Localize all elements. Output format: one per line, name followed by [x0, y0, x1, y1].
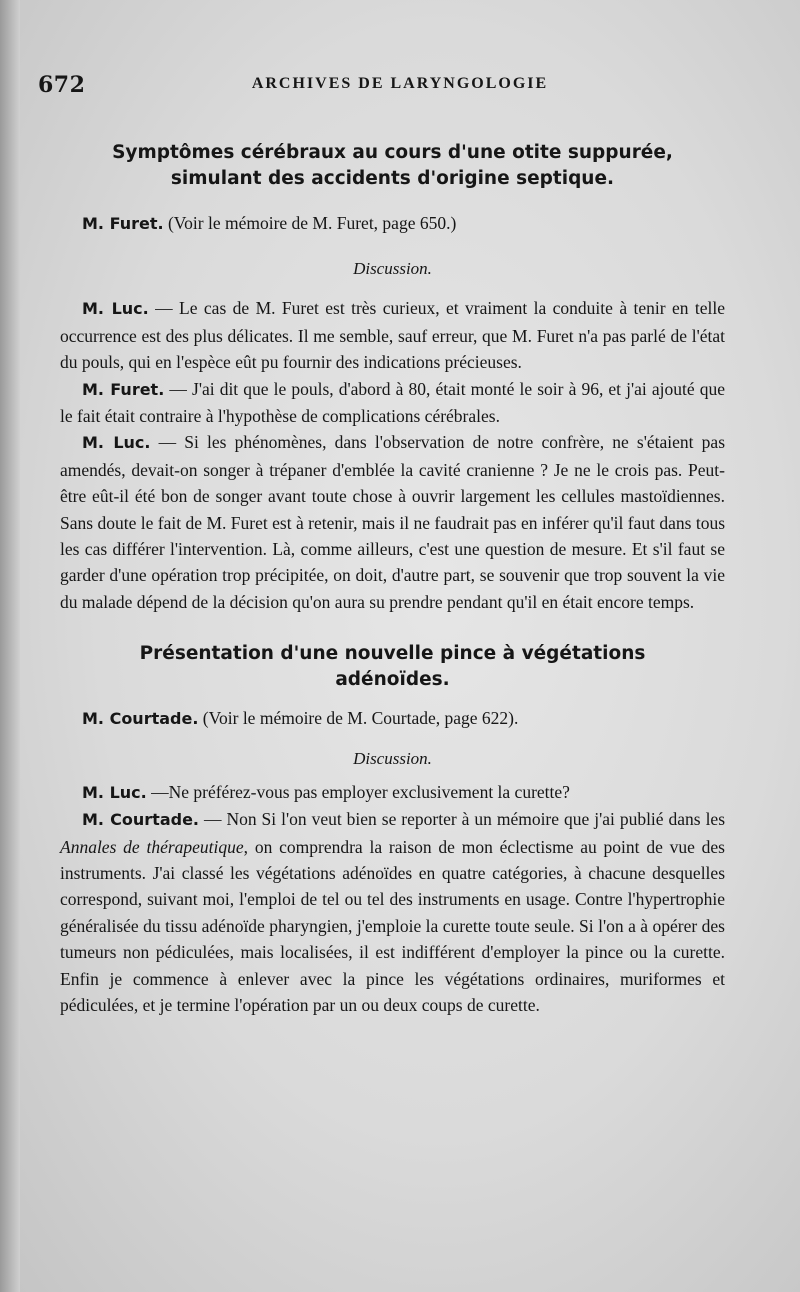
- intervention-text: —Ne préférez-vous pas employer exclusivement la curette?: [151, 781, 570, 802]
- paper-reference: [60, 705, 725, 732]
- intervention-text: , on comprendra la raison de mon éclectisme au point de vue des instruments. J'ai classé les végétations adénoïdes en quatre catégories, à chacune desquelles correspond, suivant moi, l'emploi de tel ou tel des instruments en usage. Contre l'hypertrophie généralisée du tissu adénoïde pharyngien, j'emploie la curette toute seule. Si l'on a à opérer des tumeurs non pédiculées, mais localisées, il est indifférent d'employer la pince ou la curette. Enfin je commence à enlever avec la pince les végétations ordinaires, muriformes et pédiculées, et je termine l'opération par un ou deux coups de curette.: [60, 836, 725, 1015]
- section-title-line: Présentation d'une nouvelle pince à végétations: [139, 643, 646, 665]
- speaker-name: M. Luc.: [82, 433, 151, 453]
- page-content: [60, 140, 725, 1018]
- discussion-heading: Discussion.: [353, 748, 432, 768]
- speaker-name: M. Furet.: [82, 214, 164, 233]
- section-title: [60, 140, 725, 192]
- journal-title: ARCHIVES DE LARYNGOLOGIE: [251, 75, 549, 92]
- intervention-paragraph: [60, 295, 725, 375]
- section-title-line: adénoïdes.: [335, 669, 450, 691]
- speaker-name: M. Courtade.: [82, 810, 200, 830]
- intervention-paragraph: [60, 806, 725, 1018]
- journal-name-italic: Annales de thérapeutique: [60, 836, 244, 857]
- page-number: 672: [38, 72, 86, 98]
- intervention-text: — Le cas de M. Furet est très curieux, et vraiment la conduite à tenir en telle occurrence est des plus délicates. Il me semble, sauf erreur, que M. Furet n'a pas parlé de l'état du pouls, qui en l'espèce eût pu fournir des indications précieuses.: [60, 298, 726, 373]
- section-title: [60, 641, 725, 693]
- intervention-text: — Non Si l'on veut bien se reporter à un mémoire que j'ai publié dans les: [203, 809, 726, 830]
- page-binding-shadow: [0, 0, 20, 1292]
- section-pince-vegetations: [60, 641, 725, 1018]
- intervention-paragraph: [60, 779, 725, 806]
- section-title-line: Symptômes cérébraux au cours d'une otite suppurée,: [112, 142, 673, 163]
- speaker-name: M. Luc.: [82, 299, 149, 319]
- speaker-name: M. Courtade.: [82, 709, 199, 729]
- reference-text: (Voir le mémoire de M. Furet, page 650.): [167, 213, 457, 233]
- paper-reference: [60, 210, 725, 237]
- intervention-text: — J'ai dit que le pouls, d'abord à 80, était monté le soir à 96, et j'ai ajouté que le fait était contraire à l'hypothèse de complications cérébrales.: [60, 378, 726, 427]
- section-title-line: simulant des accidents d'origine septique.: [170, 168, 615, 189]
- intervention-paragraph: [60, 376, 725, 430]
- discussion-heading: Discussion.: [353, 259, 432, 279]
- speaker-name: M. Furet.: [82, 379, 165, 399]
- running-head: [36, 72, 764, 100]
- reference-text: (Voir le mémoire de M. Courtade, page 622).: [202, 708, 519, 729]
- speaker-name: M. Luc.: [82, 782, 147, 802]
- intervention-paragraph: [60, 429, 725, 615]
- section-symptomes-cerebraux: [60, 140, 725, 615]
- intervention-text: — Si les phénomènes, dans l'observation de notre confrère, ne s'étaient pas amendés, devait-on songer à trépaner d'emblée la cavité cranienne ? Je ne le crois pas. Peut-être eût-il été bon de songer avant toute chose à ouvrir largement les cellules mastoïdiennes. Sans doute le fait de M. Furet est à retenir, mais il ne faudrait pas en inférer qu'il faut dans tous les cas différer l'intervention. Là, comme ailleurs, c'est une question de mesure. Et s'il faut se garder d'une opération trop précipitée, on doit, d'autre part, se souvenir que trop souvent la vie du malade dépend de la décision qu'on aura su prendre pendant qu'il en était encore temps.: [60, 432, 725, 612]
